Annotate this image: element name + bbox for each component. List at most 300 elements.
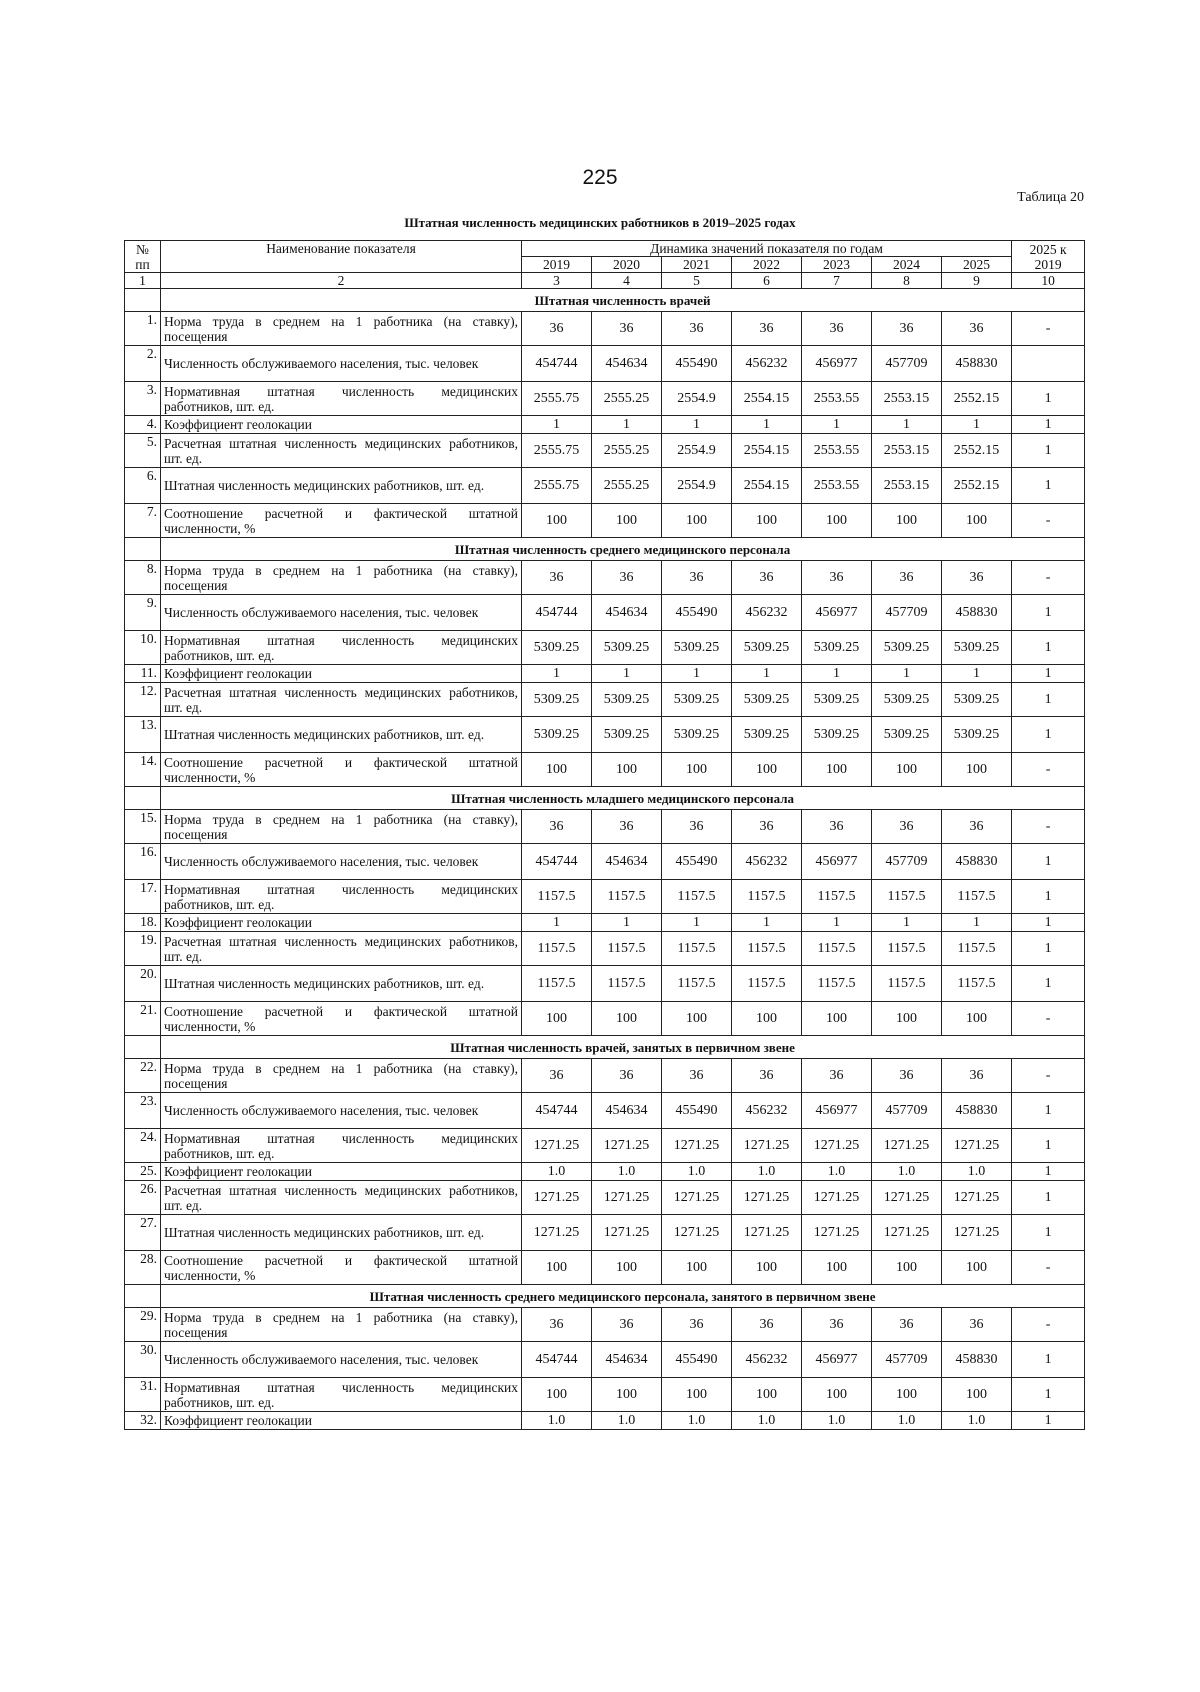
- value-2019: 36: [522, 810, 592, 844]
- value-2025: 1157.5: [942, 880, 1012, 914]
- value-2024: 100: [872, 1002, 942, 1036]
- table-row: [125, 717, 1085, 753]
- value-2024: 2553.15: [872, 382, 942, 416]
- section-title: Штатная численность среднего медицинского персонала: [161, 538, 1085, 561]
- indicator-name: Численность обслуживаемого населения, тыс. человек: [161, 595, 522, 631]
- value-2022: 1: [732, 665, 802, 683]
- value-2019: 100: [522, 1002, 592, 1036]
- indicator-name: Нормативная штатная численность медицинских работников, шт. ед.: [161, 1129, 522, 1163]
- value-2023: 36: [802, 1308, 872, 1342]
- value-2021: 1271.25: [662, 1215, 732, 1251]
- value-2019: 100: [522, 1251, 592, 1285]
- table-row: [125, 1129, 1085, 1163]
- section-title: Штатная численность врачей: [161, 289, 1085, 312]
- value-2023: 1.0: [802, 1163, 872, 1181]
- value-2021: 5309.25: [662, 683, 732, 717]
- value-2021: 2554.9: [662, 468, 732, 504]
- value-2025: 2552.15: [942, 468, 1012, 504]
- value-2025: 36: [942, 1059, 1012, 1093]
- value-2023: 5309.25: [802, 717, 872, 753]
- row-number: 15.: [125, 810, 161, 844]
- value-2022: 36: [732, 561, 802, 595]
- indicator-name: Коэффициент геолокации: [161, 665, 522, 683]
- value-2019: 1157.5: [522, 932, 592, 966]
- indicator-name: Численность обслуживаемого населения, тыс. человек: [161, 1342, 522, 1378]
- row-number: 28.: [125, 1251, 161, 1285]
- value-2021: 100: [662, 1378, 732, 1412]
- value-2021: 2554.9: [662, 382, 732, 416]
- indicator-name: Расчетная штатная численность медицинских работников, шт. ед.: [161, 434, 522, 468]
- row-number: 11.: [125, 665, 161, 683]
- value-2022: 1.0: [732, 1412, 802, 1430]
- value-2019: 1271.25: [522, 1215, 592, 1251]
- ratio-value: 1: [1012, 665, 1085, 683]
- value-2024: 36: [872, 1059, 942, 1093]
- value-2019: 5309.25: [522, 631, 592, 665]
- row-number: 26.: [125, 1181, 161, 1215]
- value-2019: 1: [522, 914, 592, 932]
- table-row: [125, 1251, 1085, 1285]
- value-2024: 36: [872, 561, 942, 595]
- value-2019: 100: [522, 1378, 592, 1412]
- column-number-row: [125, 273, 1085, 289]
- indicator-name: Коэффициент геолокации: [161, 1412, 522, 1430]
- value-2019: 100: [522, 753, 592, 787]
- value-2023: 1: [802, 665, 872, 683]
- value-2023: 5309.25: [802, 683, 872, 717]
- ratio-value: 1: [1012, 468, 1085, 504]
- table-row: [125, 382, 1085, 416]
- value-2020: 1.0: [592, 1163, 662, 1181]
- value-2024: 457709: [872, 346, 942, 382]
- value-2023: 1: [802, 914, 872, 932]
- header-year: 2019: [522, 257, 592, 273]
- value-2025: 36: [942, 312, 1012, 346]
- table-row: [125, 1163, 1085, 1181]
- value-2022: 100: [732, 504, 802, 538]
- row-number: 8.: [125, 561, 161, 595]
- value-2020: 2555.25: [592, 434, 662, 468]
- table-row: [125, 561, 1085, 595]
- value-2021: 1271.25: [662, 1181, 732, 1215]
- value-2022: 1271.25: [732, 1129, 802, 1163]
- value-2023: 100: [802, 753, 872, 787]
- value-2019: 1: [522, 416, 592, 434]
- value-2023: 1271.25: [802, 1129, 872, 1163]
- ratio-value: 1: [1012, 382, 1085, 416]
- table-row: [125, 595, 1085, 631]
- ratio-value: 1: [1012, 1378, 1085, 1412]
- row-number: 31.: [125, 1378, 161, 1412]
- table-row: [125, 468, 1085, 504]
- indicator-name: Расчетная штатная численность медицинских работников, шт. ед.: [161, 1181, 522, 1215]
- value-2020: 1157.5: [592, 966, 662, 1002]
- row-number: 3.: [125, 382, 161, 416]
- row-number: 10.: [125, 631, 161, 665]
- row-number: 9.: [125, 595, 161, 631]
- value-2025: 1: [942, 914, 1012, 932]
- value-2021: 455490: [662, 346, 732, 382]
- value-2019: 36: [522, 561, 592, 595]
- table-row: [125, 844, 1085, 880]
- value-2025: 1271.25: [942, 1215, 1012, 1251]
- value-2023: 1271.25: [802, 1181, 872, 1215]
- indicator-name: Численность обслуживаемого населения, тыс. человек: [161, 346, 522, 382]
- value-2020: 1271.25: [592, 1215, 662, 1251]
- table-row: [125, 1215, 1085, 1251]
- column-number: 3: [522, 273, 592, 289]
- value-2022: 1271.25: [732, 1215, 802, 1251]
- table-row: [125, 683, 1085, 717]
- value-2024: 1271.25: [872, 1215, 942, 1251]
- value-2021: 1: [662, 914, 732, 932]
- value-2022: 456232: [732, 1093, 802, 1129]
- value-2024: 1157.5: [872, 880, 942, 914]
- row-number: 5.: [125, 434, 161, 468]
- header-number-cell: № пп: [125, 241, 161, 273]
- value-2023: 36: [802, 561, 872, 595]
- indicator-name: Коэффициент геолокации: [161, 914, 522, 932]
- indicator-name: Соотношение расчетной и фактической штатной численности, %: [161, 504, 522, 538]
- value-2022: 1157.5: [732, 932, 802, 966]
- indicator-name: Численность обслуживаемого населения, тыс. человек: [161, 844, 522, 880]
- section-header-row: [125, 289, 1085, 312]
- value-2025: 1.0: [942, 1163, 1012, 1181]
- ratio-value: 1: [1012, 1412, 1085, 1430]
- value-2023: 1157.5: [802, 966, 872, 1002]
- row-number: 1.: [125, 312, 161, 346]
- row-number: 24.: [125, 1129, 161, 1163]
- value-2024: 100: [872, 753, 942, 787]
- header-year: 2021: [662, 257, 732, 273]
- value-2024: 457709: [872, 1342, 942, 1378]
- value-2023: 36: [802, 810, 872, 844]
- row-number: 30.: [125, 1342, 161, 1378]
- value-2019: 1271.25: [522, 1129, 592, 1163]
- value-2021: 1157.5: [662, 966, 732, 1002]
- value-2023: 100: [802, 1002, 872, 1036]
- column-number: 5: [662, 273, 732, 289]
- indicator-name: Соотношение расчетной и фактической штатной численности, %: [161, 753, 522, 787]
- value-2020: 2555.25: [592, 468, 662, 504]
- value-2019: 2555.75: [522, 468, 592, 504]
- value-2025: 100: [942, 1378, 1012, 1412]
- value-2019: 100: [522, 504, 592, 538]
- value-2023: 1271.25: [802, 1215, 872, 1251]
- value-2020: 1157.5: [592, 880, 662, 914]
- value-2022: 2554.15: [732, 382, 802, 416]
- value-2023: 100: [802, 1378, 872, 1412]
- value-2022: 5309.25: [732, 717, 802, 753]
- value-2022: 100: [732, 1002, 802, 1036]
- ratio-value: 1: [1012, 1181, 1085, 1215]
- value-2023: 456977: [802, 844, 872, 880]
- section-title: Штатная численность среднего медицинского персонала, занятого в первичном звене: [161, 1285, 1085, 1308]
- section-number-blank: [125, 1285, 161, 1308]
- value-2025: 36: [942, 810, 1012, 844]
- value-2024: 2553.15: [872, 468, 942, 504]
- value-2022: 456232: [732, 346, 802, 382]
- value-2020: 1.0: [592, 1412, 662, 1430]
- indicator-name: Соотношение расчетной и фактической штатной численности, %: [161, 1251, 522, 1285]
- indicator-name: Норма труда в среднем на 1 работника (на ставку), посещения: [161, 561, 522, 595]
- table-row: [125, 1181, 1085, 1215]
- table-row: [125, 1002, 1085, 1036]
- value-2025: 1.0: [942, 1412, 1012, 1430]
- value-2024: 100: [872, 1378, 942, 1412]
- value-2021: 100: [662, 504, 732, 538]
- value-2021: 1157.5: [662, 880, 732, 914]
- value-2020: 454634: [592, 346, 662, 382]
- value-2022: 456232: [732, 1342, 802, 1378]
- value-2025: 458830: [942, 1093, 1012, 1129]
- value-2024: 1: [872, 665, 942, 683]
- indicator-name: Соотношение расчетной и фактической штатной численности, %: [161, 1002, 522, 1036]
- value-2021: 36: [662, 1308, 732, 1342]
- value-2024: 36: [872, 810, 942, 844]
- header-year: 2024: [872, 257, 942, 273]
- value-2023: 2553.55: [802, 434, 872, 468]
- value-2020: 1: [592, 416, 662, 434]
- row-number: 17.: [125, 880, 161, 914]
- value-2020: 454634: [592, 1093, 662, 1129]
- value-2021: 1: [662, 665, 732, 683]
- value-2024: 1271.25: [872, 1181, 942, 1215]
- value-2022: 100: [732, 753, 802, 787]
- value-2024: 1: [872, 416, 942, 434]
- value-2022: 5309.25: [732, 631, 802, 665]
- value-2020: 454634: [592, 1342, 662, 1378]
- value-2024: 5309.25: [872, 717, 942, 753]
- ratio-value: 1: [1012, 1093, 1085, 1129]
- ratio-value: -: [1012, 810, 1085, 844]
- value-2024: 457709: [872, 595, 942, 631]
- value-2022: 100: [732, 1378, 802, 1412]
- value-2020: 100: [592, 504, 662, 538]
- value-2022: 2554.15: [732, 434, 802, 468]
- indicator-name: Коэффициент геолокации: [161, 1163, 522, 1181]
- value-2024: 1157.5: [872, 966, 942, 1002]
- value-2023: 5309.25: [802, 631, 872, 665]
- indicator-name: Нормативная штатная численность медицинских работников, шт. ед.: [161, 382, 522, 416]
- row-number: 21.: [125, 1002, 161, 1036]
- ratio-value: 1: [1012, 966, 1085, 1002]
- value-2024: 1157.5: [872, 932, 942, 966]
- value-2025: 1271.25: [942, 1129, 1012, 1163]
- value-2021: 2554.9: [662, 434, 732, 468]
- value-2022: 36: [732, 1308, 802, 1342]
- value-2020: 36: [592, 312, 662, 346]
- value-2023: 100: [802, 504, 872, 538]
- value-2024: 1: [872, 914, 942, 932]
- value-2020: 2555.25: [592, 382, 662, 416]
- value-2025: 36: [942, 561, 1012, 595]
- header-year: 2023: [802, 257, 872, 273]
- section-number-blank: [125, 289, 161, 312]
- value-2023: 1: [802, 416, 872, 434]
- indicator-name: Норма труда в среднем на 1 работника (на ставку), посещения: [161, 312, 522, 346]
- value-2021: 455490: [662, 1342, 732, 1378]
- section-title: Штатная численность младшего медицинского персонала: [161, 787, 1085, 810]
- section-header-row: [125, 1036, 1085, 1059]
- value-2019: 1157.5: [522, 966, 592, 1002]
- value-2019: 1.0: [522, 1163, 592, 1181]
- value-2024: 36: [872, 1308, 942, 1342]
- indicator-name: Расчетная штатная численность медицинских работников, шт. ед.: [161, 932, 522, 966]
- value-2023: 36: [802, 1059, 872, 1093]
- header-name-cell: Наименование показателя: [161, 241, 522, 273]
- column-number: 2: [161, 273, 522, 289]
- row-number: 23.: [125, 1093, 161, 1129]
- row-number: 6.: [125, 468, 161, 504]
- value-2021: 100: [662, 1251, 732, 1285]
- value-2025: 458830: [942, 1342, 1012, 1378]
- section-title: Штатная численность врачей, занятых в первичном звене: [161, 1036, 1085, 1059]
- row-number: 29.: [125, 1308, 161, 1342]
- ratio-value: -: [1012, 312, 1085, 346]
- value-2022: 1271.25: [732, 1181, 802, 1215]
- value-2021: 5309.25: [662, 631, 732, 665]
- value-2022: 2554.15: [732, 468, 802, 504]
- value-2020: 454634: [592, 595, 662, 631]
- value-2021: 36: [662, 312, 732, 346]
- row-number: 14.: [125, 753, 161, 787]
- table-row: [125, 810, 1085, 844]
- value-2022: 1: [732, 914, 802, 932]
- column-number: 1: [125, 273, 161, 289]
- ratio-value: 1: [1012, 683, 1085, 717]
- row-number: 19.: [125, 932, 161, 966]
- value-2020: 100: [592, 1002, 662, 1036]
- value-2024: 1.0: [872, 1163, 942, 1181]
- ratio-value: 1: [1012, 1215, 1085, 1251]
- row-number: 7.: [125, 504, 161, 538]
- ratio-value: 1: [1012, 1163, 1085, 1181]
- value-2019: 5309.25: [522, 717, 592, 753]
- row-number: 18.: [125, 914, 161, 932]
- ratio-value: 1: [1012, 631, 1085, 665]
- value-2021: 1: [662, 416, 732, 434]
- value-2025: 458830: [942, 595, 1012, 631]
- indicator-name: Нормативная штатная численность медицинских работников, шт. ед.: [161, 631, 522, 665]
- indicator-name: Штатная численность медицинских работников, шт. ед.: [161, 717, 522, 753]
- column-number: 7: [802, 273, 872, 289]
- value-2021: 455490: [662, 1093, 732, 1129]
- value-2020: 100: [592, 1378, 662, 1412]
- row-number: 4.: [125, 416, 161, 434]
- ratio-value: -: [1012, 1251, 1085, 1285]
- value-2024: 1.0: [872, 1412, 942, 1430]
- header-year: 2025: [942, 257, 1012, 273]
- row-number: 12.: [125, 683, 161, 717]
- table-row: [125, 880, 1085, 914]
- indicator-name: Норма труда в среднем на 1 работника (на ставку), посещения: [161, 1059, 522, 1093]
- value-2024: 457709: [872, 1093, 942, 1129]
- value-2019: 36: [522, 312, 592, 346]
- table-row: [125, 1308, 1085, 1342]
- value-2024: 36: [872, 312, 942, 346]
- ratio-value: 1: [1012, 1342, 1085, 1378]
- row-number: 22.: [125, 1059, 161, 1093]
- value-2020: 1: [592, 665, 662, 683]
- value-2022: 1157.5: [732, 880, 802, 914]
- value-2020: 1157.5: [592, 932, 662, 966]
- value-2019: 454744: [522, 1093, 592, 1129]
- value-2019: 454744: [522, 346, 592, 382]
- indicator-name: Расчетная штатная численность медицинских работников, шт. ед.: [161, 683, 522, 717]
- indicator-name: Норма труда в среднем на 1 работника (на ставку), посещения: [161, 810, 522, 844]
- value-2025: 36: [942, 1308, 1012, 1342]
- value-2025: 458830: [942, 844, 1012, 880]
- value-2023: 1157.5: [802, 932, 872, 966]
- value-2025: 100: [942, 504, 1012, 538]
- value-2025: 5309.25: [942, 717, 1012, 753]
- ratio-value: -: [1012, 1308, 1085, 1342]
- value-2019: 2555.75: [522, 434, 592, 468]
- indicator-name: Штатная численность медицинских работников, шт. ед.: [161, 468, 522, 504]
- value-2025: 1157.5: [942, 966, 1012, 1002]
- ratio-value: -: [1012, 753, 1085, 787]
- row-number: 25.: [125, 1163, 161, 1181]
- value-2019: 5309.25: [522, 683, 592, 717]
- table-row: [125, 1412, 1085, 1430]
- value-2020: 454634: [592, 844, 662, 880]
- header-year: 2022: [732, 257, 802, 273]
- column-number: 8: [872, 273, 942, 289]
- value-2020: 5309.25: [592, 717, 662, 753]
- value-2025: 5309.25: [942, 683, 1012, 717]
- value-2020: 36: [592, 810, 662, 844]
- value-2021: 5309.25: [662, 717, 732, 753]
- value-2021: 1.0: [662, 1163, 732, 1181]
- value-2024: 457709: [872, 844, 942, 880]
- value-2023: 1157.5: [802, 880, 872, 914]
- value-2020: 100: [592, 1251, 662, 1285]
- table-row: [125, 416, 1085, 434]
- value-2024: 100: [872, 1251, 942, 1285]
- value-2019: 454744: [522, 595, 592, 631]
- table-row: [125, 631, 1085, 665]
- ratio-value: 1: [1012, 844, 1085, 880]
- ratio-value: -: [1012, 1059, 1085, 1093]
- ratio-value: 1: [1012, 932, 1085, 966]
- row-number: 32.: [125, 1412, 161, 1430]
- table-row: [125, 1342, 1085, 1378]
- section-number-blank: [125, 787, 161, 810]
- value-2021: 36: [662, 1059, 732, 1093]
- indicator-name: Норма труда в среднем на 1 работника (на ставку), посещения: [161, 1308, 522, 1342]
- value-2024: 2553.15: [872, 434, 942, 468]
- value-2021: 36: [662, 810, 732, 844]
- value-2020: 36: [592, 1059, 662, 1093]
- table-row: [125, 1093, 1085, 1129]
- table-row: [125, 753, 1085, 787]
- value-2019: 36: [522, 1059, 592, 1093]
- value-2020: 5309.25: [592, 631, 662, 665]
- value-2023: 456977: [802, 346, 872, 382]
- indicator-name: Численность обслуживаемого населения, тыс. человек: [161, 1093, 522, 1129]
- value-2022: 1: [732, 416, 802, 434]
- table-row: [125, 966, 1085, 1002]
- value-2025: 1271.25: [942, 1181, 1012, 1215]
- row-number: 27.: [125, 1215, 161, 1251]
- value-2023: 100: [802, 1251, 872, 1285]
- value-2021: 36: [662, 561, 732, 595]
- value-2021: 1157.5: [662, 932, 732, 966]
- header-dynamics-cell: Динамика значений показателя по годам: [522, 241, 1012, 257]
- value-2020: 1: [592, 914, 662, 932]
- indicator-name: Штатная численность медицинских работников, шт. ед.: [161, 1215, 522, 1251]
